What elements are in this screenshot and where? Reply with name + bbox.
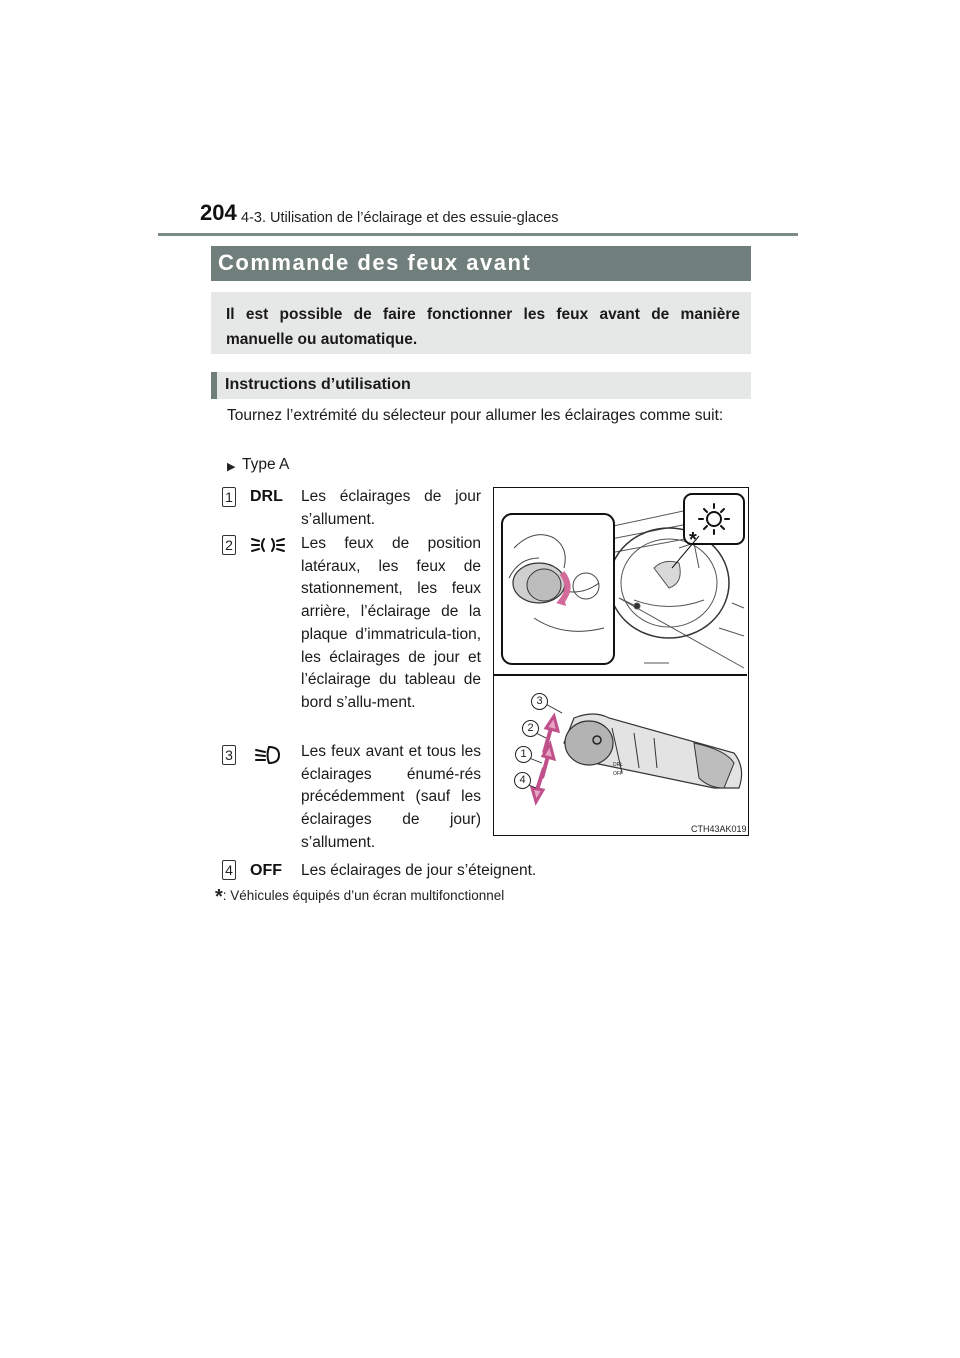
item-text-4: Les éclairages de jour s’éteignent. <box>301 862 537 879</box>
arrow-right-icon: ▶ <box>227 461 236 473</box>
item-number-2: 2 <box>222 535 236 555</box>
running-title: 4-3. Utilisation de l’éclairage et des essuie-glaces <box>241 210 559 226</box>
section-title: Commande des feux avant <box>218 250 532 275</box>
lever-drl-label: DRL <box>613 762 624 768</box>
figure-divider <box>494 674 747 676</box>
instructions-text: Tournez l’extrémité du sélecteur pour allumer les éclairages comme suit: <box>227 407 724 424</box>
item-number-4: 4 <box>222 860 236 880</box>
figure-callout-1: 1 <box>515 746 532 763</box>
figure-callout-4: 4 <box>514 772 531 789</box>
headlamp-icon <box>253 744 285 766</box>
item-text-2: Les feux de position latéraux, les feux de stationnement, les feux arrière, l’éclairage de la plaque d’immatricula-tion, les éclairages de jour et l’éclairage du tableau de bord s’allu-ment. <box>301 535 481 711</box>
type-label: Type A <box>242 456 290 473</box>
figure-callout-3: 3 <box>531 693 548 710</box>
intro-box: Il est possible de faire fonctionner les feux avant de manière manuelle ou automatique. <box>211 292 751 354</box>
drl-symbol: DRL <box>250 488 283 505</box>
figure-callout-2: 2 <box>522 720 539 737</box>
header-rule <box>158 233 798 236</box>
headlight-switch-figure <box>493 487 749 836</box>
off-symbol: OFF <box>250 862 282 879</box>
subsection-title: Instructions d’utilisation <box>225 376 411 393</box>
footnote <box>215 886 504 909</box>
item-text-1: Les éclairages de jour s’allument. <box>301 488 481 528</box>
item-number-1: 1 <box>222 487 236 507</box>
footnote-text: : Véhicules équipés d’un écran multifonctionnel <box>222 888 505 903</box>
parking-lamp-icon <box>250 535 286 555</box>
item-text-3: Les feux avant et tous les éclairages énumé-rés précédemment (sauf les éclairages de jour) s’allument. <box>301 743 481 851</box>
page-number: 204 <box>200 200 237 225</box>
figure-asterisk: * <box>689 529 697 551</box>
figure-illustration <box>494 488 749 836</box>
item-number-3: 3 <box>222 745 236 765</box>
footnote-marker: * <box>215 886 223 908</box>
lever-off-label: OFF <box>613 771 623 777</box>
figure-code: CTH43AK019 <box>691 824 747 834</box>
